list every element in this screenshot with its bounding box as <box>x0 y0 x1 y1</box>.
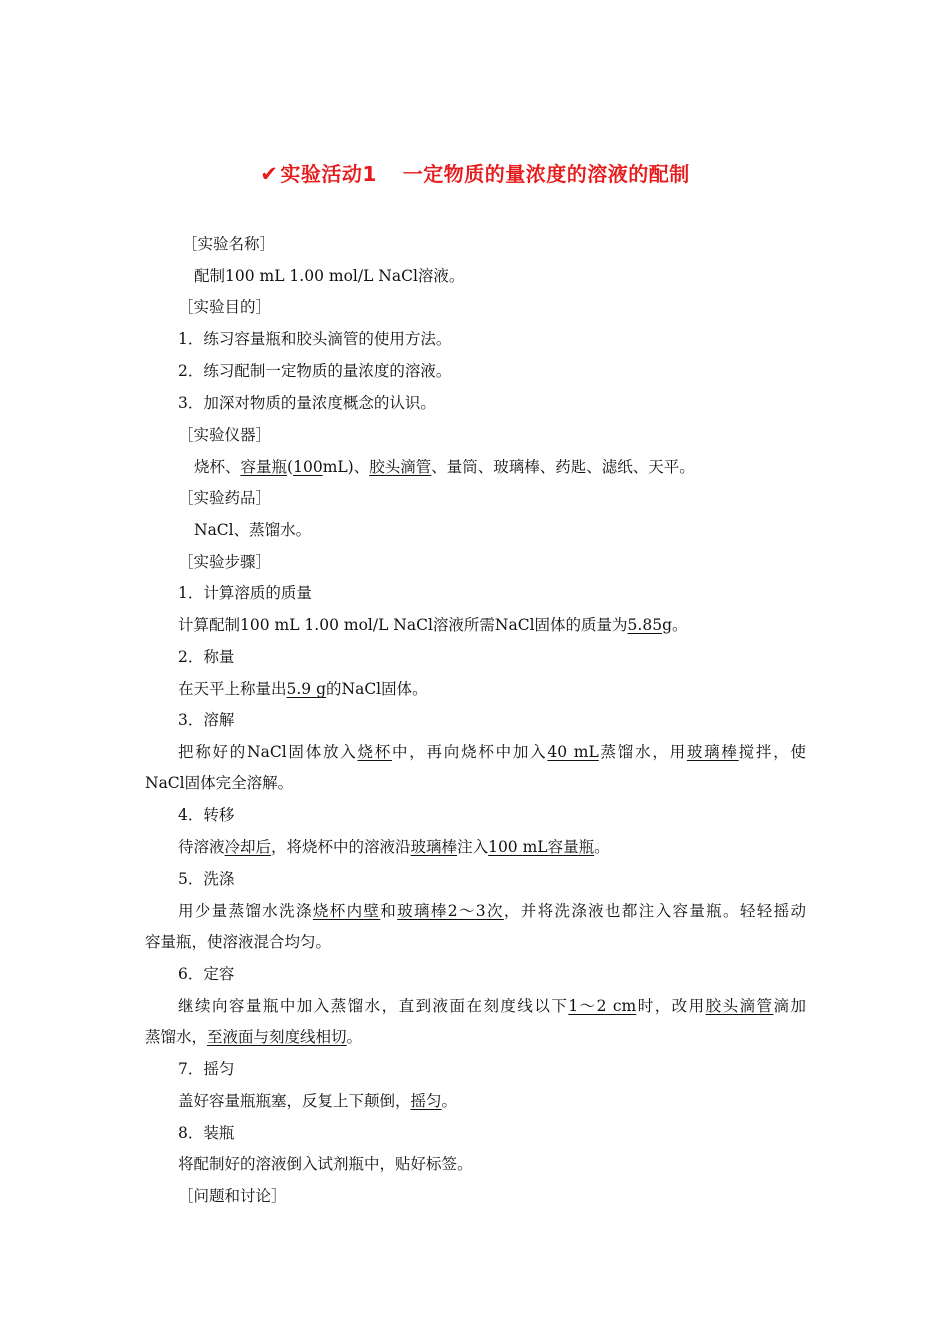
section-header-reagents: ［实验药品］ <box>178 489 272 507</box>
step-8-title: 8．装瓶 <box>178 1124 235 1142</box>
answer-dropper: 胶头滴管 <box>369 458 432 476</box>
reagents-list: NaCl、蒸馏水。 <box>194 521 312 539</box>
experiment-name: 配制100 mL 1.00 mol/L NaCl溶液。 <box>194 267 465 285</box>
check-mark-icon: ✔ <box>260 162 279 186</box>
step-2-title: 2．称量 <box>178 648 235 666</box>
step-7-title: 7．摇匀 <box>178 1060 235 1078</box>
step-6-text-line-2: 蒸馏水，至液面与刻度线相切。 <box>145 1028 363 1046</box>
step-4-text: 待溶液冷却后，将烧杯中的溶液沿玻璃棒注入100 mL容量瓶。 <box>178 838 610 856</box>
document-title <box>0 158 950 187</box>
step-5-text-line-1: 用少量蒸馏水洗涤烧杯内壁和玻璃棒2～3次，并将洗涤液也都注入容量瓶。轻轻摇动 <box>178 902 806 920</box>
title-topic: 一定物质的量浓度的溶液的配制 <box>402 162 690 186</box>
answer-mass: 5.85 <box>627 616 663 634</box>
step-5-text-line-2: 容量瓶，使溶液混合均匀。 <box>145 933 332 951</box>
purpose-item-2: 2．练习配制一定物质的量浓度的溶液。 <box>178 362 452 380</box>
step-8-text: 将配制好的溶液倒入试剂瓶中，贴好标签。 <box>178 1155 473 1173</box>
purpose-item-3: 3．加深对物质的量浓度概念的认识。 <box>178 394 436 412</box>
step-3-text-line-2: NaCl固体完全溶解。 <box>145 774 294 792</box>
step-5-title: 5．洗涤 <box>178 870 235 888</box>
step-1-text: 计算配制100 mL 1.00 mol/L NaCl溶液所需NaCl固体的质量为5.85g。 <box>178 616 688 634</box>
section-header-discussion: ［问题和讨论］ <box>178 1187 287 1205</box>
answer-volumetric-flask: 容量瓶 <box>240 458 288 476</box>
step-3-title: 3．溶解 <box>178 711 235 729</box>
section-header-name: ［实验名称］ <box>182 235 276 253</box>
step-6-text-line-1: 继续向容量瓶中加入蒸馏水，直到液面在刻度线以下1～2 cm时，改用胶头滴管滴加 <box>178 997 806 1015</box>
step-3-text-line-1: 把称好的NaCl固体放入烧杯中，再向烧杯中加入40 mL蒸馏水，用玻璃棒搅拌，使 <box>178 743 806 761</box>
section-header-steps: ［实验步骤］ <box>178 553 272 571</box>
section-header-purpose: ［实验目的］ <box>178 298 272 316</box>
purpose-item-1: 1．练习容量瓶和胶头滴管的使用方法。 <box>178 330 452 348</box>
answer-weigh: 5.9 g <box>286 680 327 698</box>
step-6-title: 6．定容 <box>178 965 235 983</box>
step-2-text: 在天平上称量出5.9 g的NaCl固体。 <box>178 680 428 698</box>
step-1-title: 1．计算溶质的质量 <box>178 584 312 602</box>
step-7-text: 盖好容量瓶瓶塞，反复上下颠倒，摇匀。 <box>178 1092 458 1110</box>
instruments-list: 烧杯、容量瓶(100mL)、胶头滴管、量筒、玻璃棒、药匙、滤纸、天平。 <box>194 458 695 476</box>
step-4-title: 4．转移 <box>178 806 235 824</box>
title-activity: 实验活动1 <box>280 162 377 186</box>
section-header-instruments: ［实验仪器］ <box>178 426 272 444</box>
